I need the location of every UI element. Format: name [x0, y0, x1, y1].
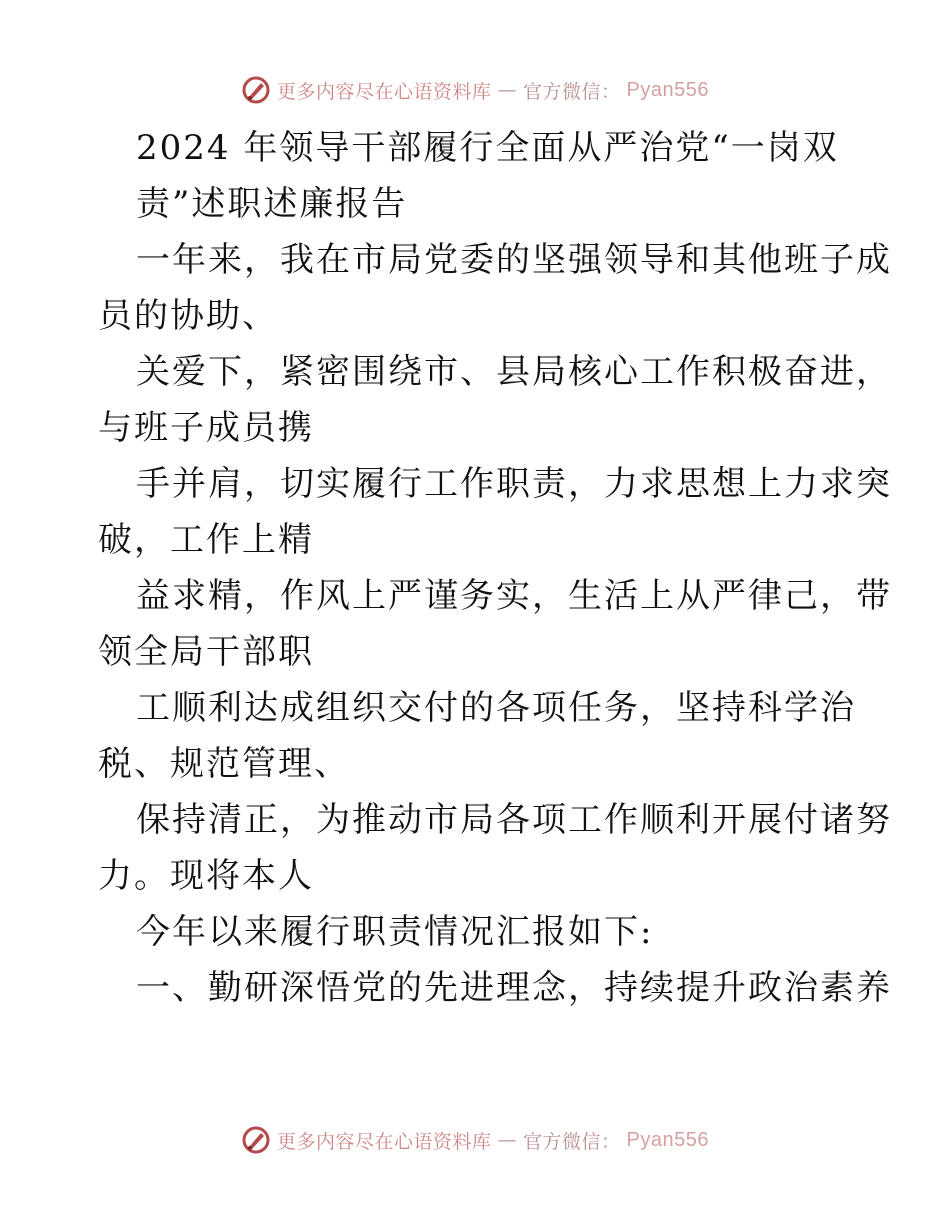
body-line: 今年以来履行职责情况汇报如下: — [136, 912, 654, 952]
body-line: 保持清正，为推动市局各项工作顺利开展付诸努 — [136, 800, 892, 840]
title-line-1: 2024 年领导干部履行全面从严治党“一岗双 — [136, 128, 839, 168]
body-line: 工顺利达成组织交付的各项任务，坚持科学治 — [136, 688, 856, 728]
watermark-wechat-id: Pyan556 — [626, 78, 709, 101]
header-watermark — [0, 70, 950, 110]
watermark-site-text: 更多内容尽在心语资料库 — [277, 1130, 492, 1153]
section-heading: 一、勤研深悟党的先进理念，持续提升政治素养 — [136, 968, 892, 1008]
watermark-separator: — — [497, 79, 518, 101]
brush-pen-logo-icon — [241, 1125, 271, 1155]
watermark-wechat-label: 官方微信： — [523, 1130, 621, 1153]
body-line: 一年来，我在市局党委的坚强领导和其他班子成 — [136, 240, 892, 280]
body-line: 力。现将本人 — [98, 856, 314, 896]
document-body — [98, 120, 892, 1016]
body-line: 关爱下，紧密围绕市、县局核心工作积极奋进， — [136, 352, 892, 392]
body-line: 税、规范管理、 — [98, 744, 350, 784]
watermark-wechat-id: Pyan556 — [626, 1128, 709, 1151]
body-line: 手并肩，切实履行工作职责，力求思想上力求突 — [136, 464, 892, 504]
body-line: 与班子成员携 — [98, 408, 314, 448]
watermark-site-text: 更多内容尽在心语资料库 — [277, 80, 492, 103]
body-line: 员的协助、 — [98, 296, 278, 336]
body-line: 领全局干部职 — [98, 632, 314, 672]
brush-pen-logo-icon — [241, 75, 271, 105]
watermark-wechat-label: 官方微信： — [523, 80, 621, 103]
body-line: 破，工作上精 — [98, 520, 314, 560]
body-line: 益求精，作风上严谨务实，生活上从严律己，带 — [136, 576, 892, 616]
title-line-2: 责”述职述廉报告 — [136, 184, 408, 224]
footer-watermark — [0, 1120, 950, 1160]
watermark-separator: — — [497, 1129, 518, 1151]
